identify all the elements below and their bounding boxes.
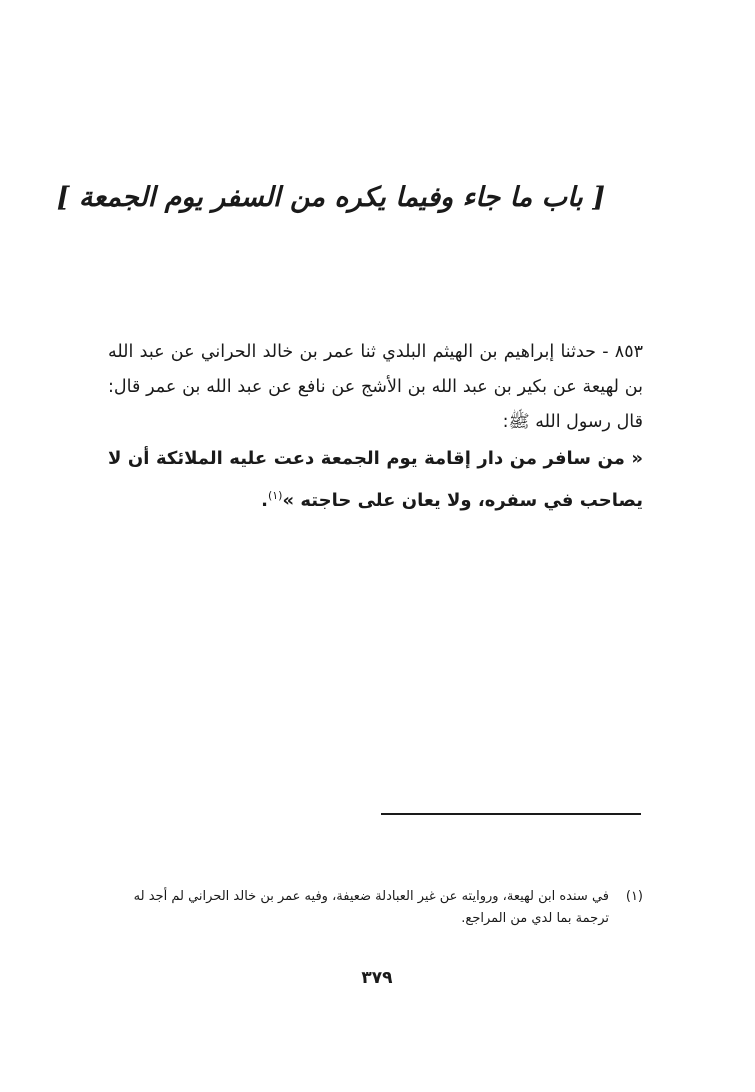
hadith-block (108, 335, 643, 519)
page-number: ٣٧٩ (361, 968, 393, 988)
footnote-reference: (١) (267, 489, 283, 502)
footnote-text: في سنده ابن لهيعة، وروايته عن غير العبادلة ضعيفة، وفيه عمر بن خالد الحراني لم أجد له ترجمة بما لدي من المراجع. (133, 889, 609, 926)
chapter-title: [ باب ما جاء وفيما يكره من السفر يوم الجمعة ] (56, 182, 605, 213)
footnote (108, 886, 643, 930)
hadith-matn: « من سافر من دار إقامة يوم الجمعة دعت عليه الملائكة أن لا يصاحب في سفره، ولا يعان على حاجته »$^{(١)}$. (108, 448, 643, 511)
footnote-divider (381, 813, 641, 815)
hadith-matn-text: « من سافر من دار إقامة يوم الجمعة دعت عليه الملائكة أن لا يصاحب في سفره، ولا يعان على حاجته » (108, 448, 643, 511)
hadith-isnad: ٨٥٣ - حدثنا إبراهيم بن الهيثم البلدي ثنا عمر بن خالد الحراني عن عبد الله بن لهيعة عن بكير بن عبد الله بن الأشج عن نافع عن عبد الله بن عمر قال: قال رسول الله ﷺ: (108, 342, 643, 432)
footnote-marker: (١) (625, 889, 643, 904)
